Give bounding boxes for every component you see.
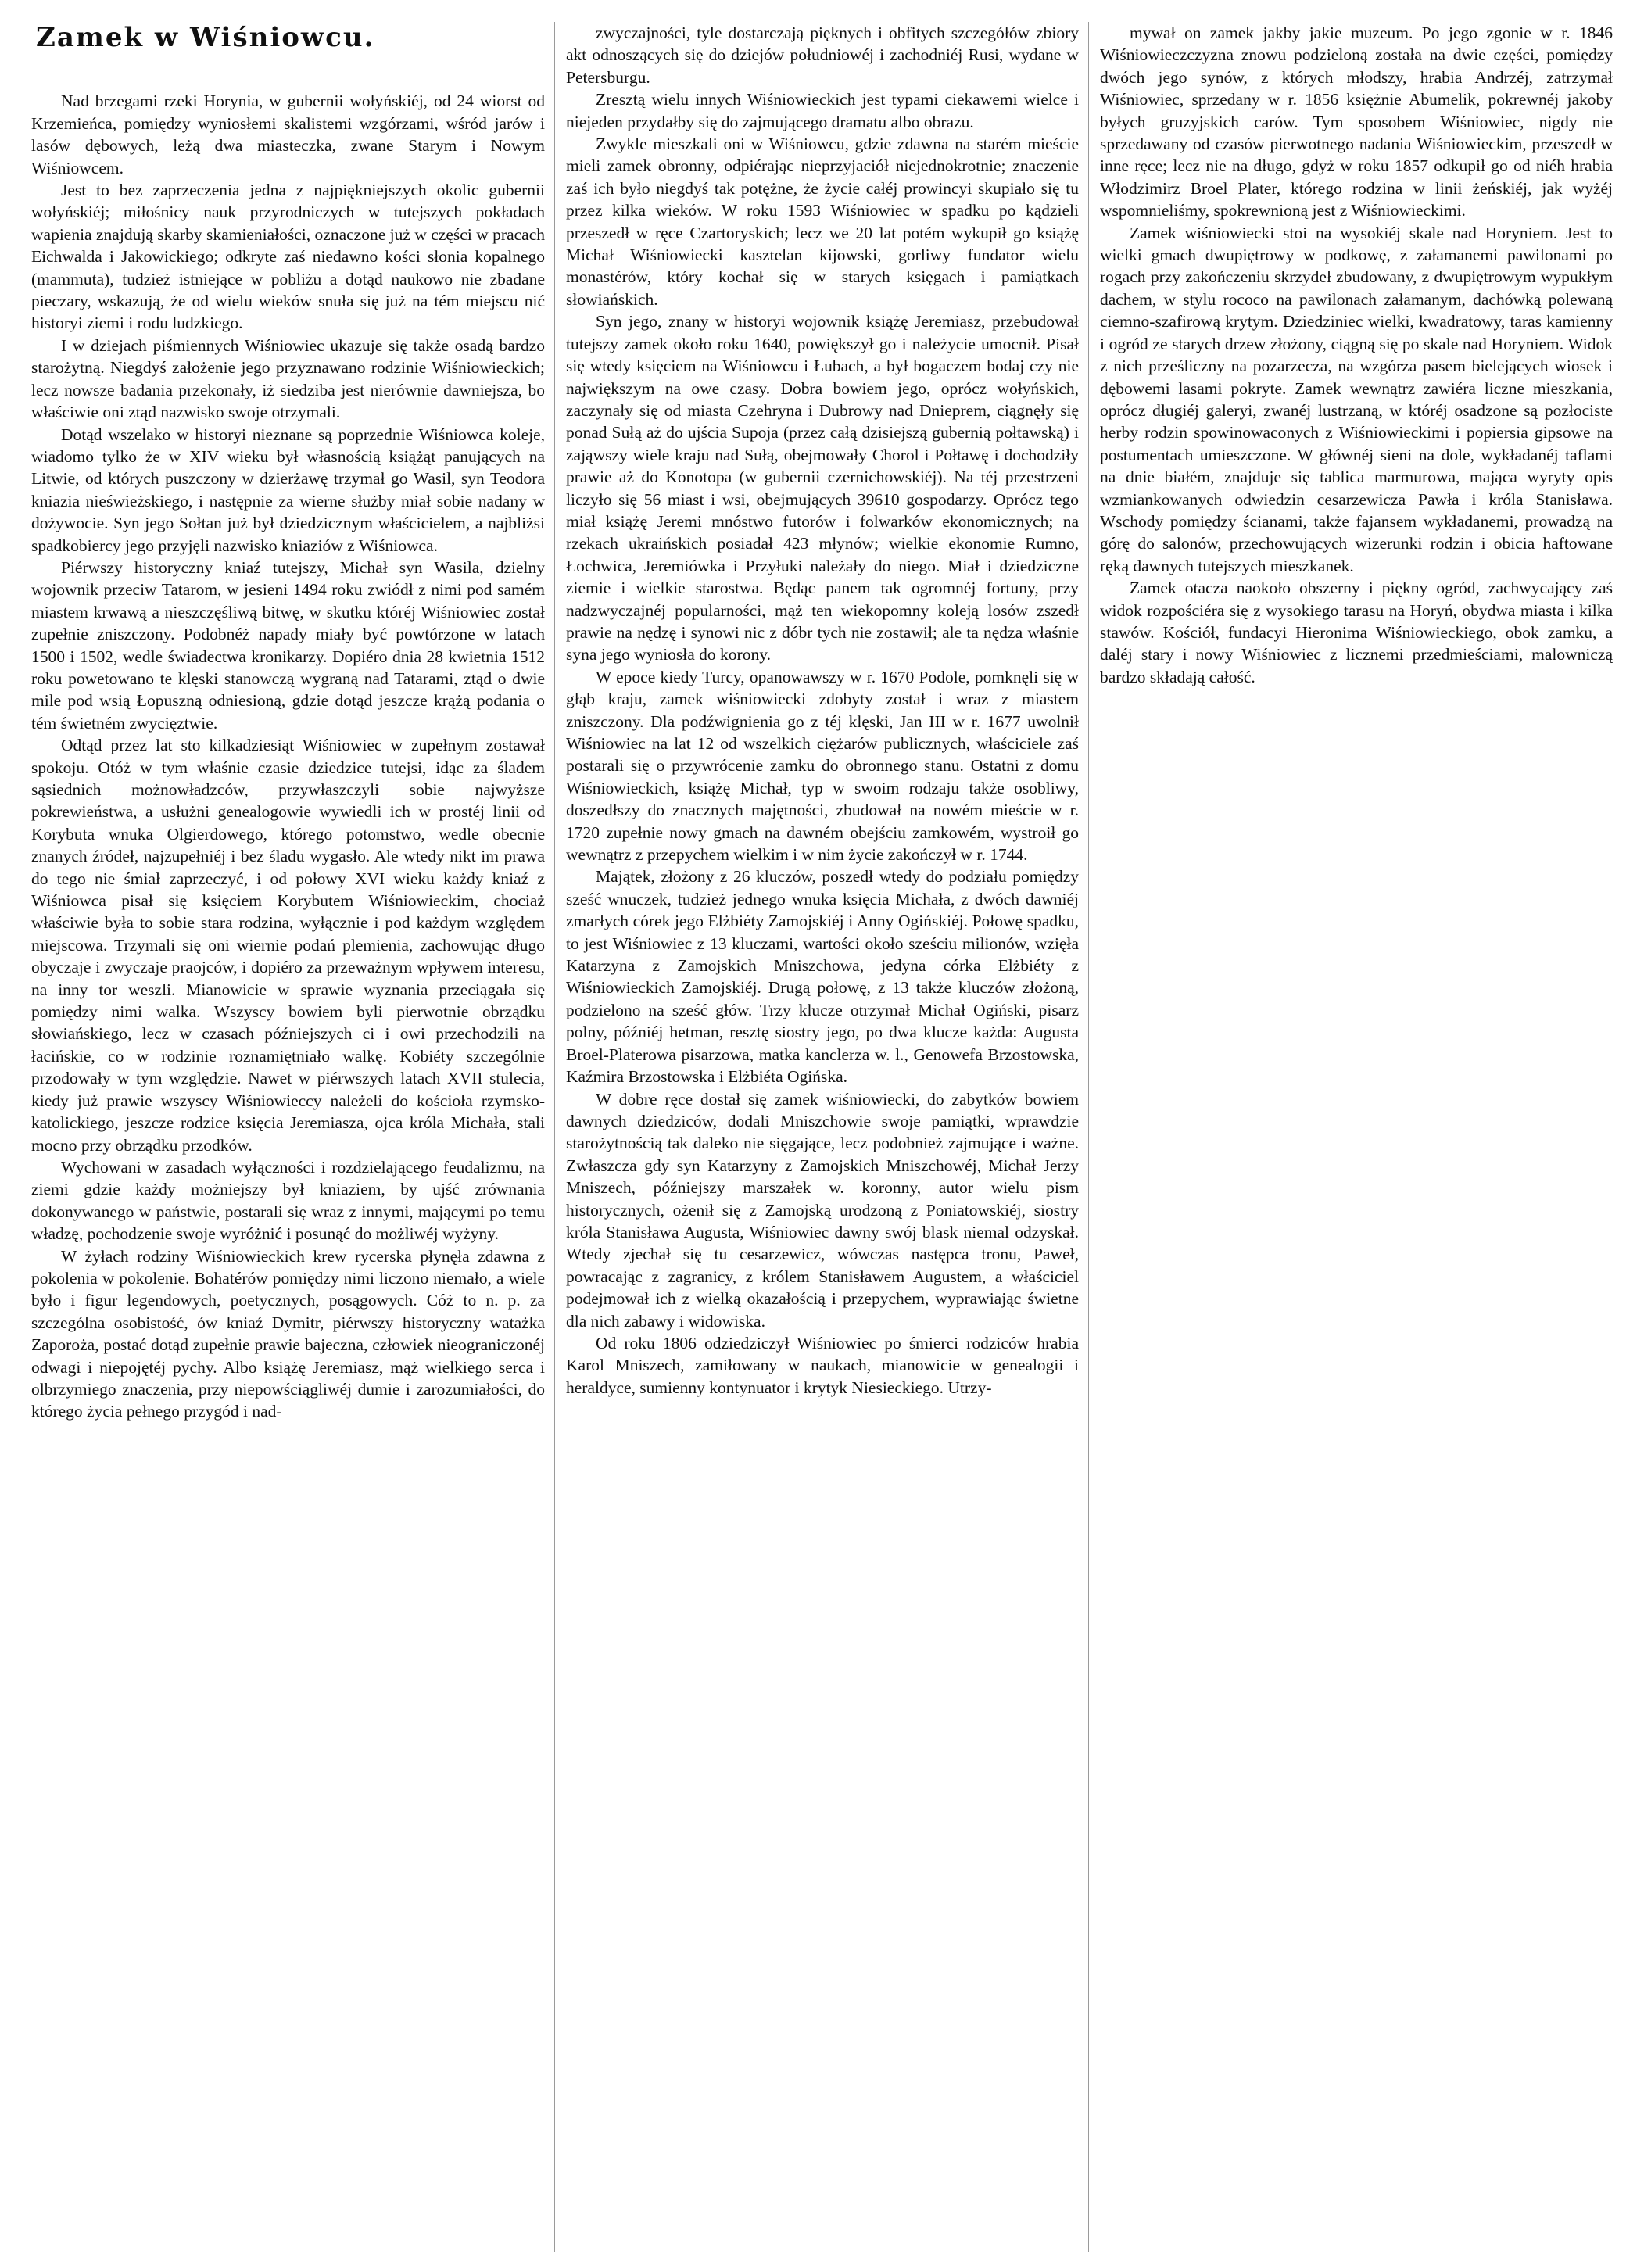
- column-2-text: [566, 22, 1079, 1399]
- paragraph: Jest to bez zaprzeczenia jedna z najpiękniejszych okolic gubernii wołyńskiéj; miłośnicy nauk przyrodniczych w tutejszych pokładach wapienia znajdują skarby skamieniałości, oznaczone już w części w pracach Eichwalda i Jakowickiego; odkryte zaś niedawno kości słonia kopalnego (mammuta), tudzież istniejące w pobliżu a dotąd naukowo nie zbadane pieczary, wskazują, że od wielu wieków snuła się już na tém miejscu nić historyi ziemi i rodu ludzkiego.: [31, 181, 545, 333]
- paragraph: Majątek, złożony z 26 kluczów, poszedł wtedy do podziału pomiędzy sześć wnuczek, tudzież jednego wnuka księcia Michała, z dwóch dawniéj zmarłych córek jego Elżbiéty Zamojskiéj i Anny Ogińskiéj. Połowę spadku, to jest Wiśniowiec z 13 kluczami, wartości około sześciu milionów, wzięła Katarzyna z Zamojskich Mniszchowa, jedyna córka Elżbiéty z Wiśniowieckich Zamojskiéj. Drugą połowę, z 13 także kluczów złożoną, podzielono na sześć głów. Trzy klucze otrzymał Michał Ogiński, pisarz polny, późniéj hetman, resztę siostry jego, po dwa klucze każda: Augusta Broel-Platerowa pisarzowa, matka kanclerza w. l., Genowefa Brzostowska, Kaźmira Brzostowska i Elżbiéta Ogińska.: [566, 867, 1079, 1087]
- paragraph: Piérwszy historyczny kniaź tutejszy, Michał syn Wasila, dzielny wojownik przeciw Tatarom, w jesieni 1494 roku zwiódł z nimi pod samém miastem krwawą a nieszczęśliwą bitwę, w skutku któréj Wiśniowiec został zupełnie zniszczony. Podobnéż napady miały być powtórzone w latach 1500 i 1502, wedle świadectwa kronikarzy. Dopiéro dnia 28 kwietnia 1512 roku powetowano te klęski stanowczą wygraną nad Tatarami, ztąd o dwie mile pod wsią Łopuszną odniesioną, gdzie dotąd jeszcze krążą podania o tém świetném zwycięztwie.: [31, 557, 545, 733]
- column-1-text: [31, 90, 545, 1422]
- paragraph: Zamek wiśniowiecki stoi na wysokiéj skale nad Horyniem. Jest to wielki gmach dwupiętrowy w podkowę, z załamanemi pawilonami po rogach przy zakończeniu skrzydeł zbudowany, z dwupiętrowym wypukłym dachem, w stylu rococo na pawilonach załamanym, dachówką polewaną ciemno-szafirową krytym. Dziedziniec wielki, kwadratowy, taras kamienny i ogród ze starych drzew złożony, ciągną się po skale nad Horyniem. Widok z nich prześliczny na pozarzecza, na wzgórza pasem bielejących wiosek i dębowemi lasami pokryte. Zamek wewnątrz zawiéra liczne mieszkania, oprócz długiéj galeryi, zwanéj lustrzaną, w któréj osadzone są pozłociste herby rodzin spowinowaconych z Wiśniowieckimi i popiersia gipsowe na postumentach umieszczone. W głównéj sieni na dole, wykładanéj taflami na dnie białém, znajduje się tablica marmurowa, mająca wyryty opis wzmiankowanych odwiedzin cesarzewicza Pawła i króla Stanisława. Wschody pomiędzy ścianami, także fajansem wykładanemi, prowadzą na górę do salonów, przechowujących wizerunki rodzin i obicia haftowane ręką dawnych tutejszych mieszkanek.: [1100, 223, 1613, 575]
- paragraph: mywał on zamek jakby jakie muzeum. Po jego zgonie w r. 1846 Wiśniowieczczyzna znowu podzieloną została na dwie części, pomiędzy dwóch jego synów, z których młodszy, hrabia Andrzéj, zatrzymał Wiśniowiec, sprzedany w r. 1856 księżnie Abumelik, pokrewnéj jakoby byłych gruzyjskich carów. Tym sposobem Wiśniowiec, nigdy nie sprzedawany od czasów pierwotnego nadania Wiśniowieckim, przeszedł w inne ręce; lecz nie na długo, gdyż w roku 1857 odkupił go od niéh hrabia Włodzimirz Broel Plater, którego rodzina w linii żeńskiéj, jak wyżéj wspomnieliśmy, spokrewnioną jest z Wiśniowieckimi.: [1100, 23, 1613, 220]
- paragraph: Od roku 1806 odziedziczył Wiśniowiec po śmierci rodziców hrabia Karol Mniszech, zamiłowany w naukach, mianowicie w genealogii i heraldyce, sumienny kontynuator i krytyk Niesieckiego. Utrzy-: [566, 1333, 1079, 1397]
- paragraph: I w dziejach piśmiennych Wiśniowiec ukazuje się także osadą bardzo starożytną. Niegdyś założenie jego przyznawano rodzinie Wiśniowieckich; lecz nowsze badania przekonały, iż siedziba jest nierównie dawniejsza, bo właściwie oni ztąd nazwisko swoje otrzymali.: [31, 335, 545, 422]
- column-2: [554, 22, 1079, 2252]
- paragraph: zwyczajności, tyle dostarczają pięknych i obfitych szczegółów zbiory akt odnoszących się do dziejów południowéj i zachodniéj Rusi, wydane w Petersburgu.: [566, 23, 1079, 87]
- paragraph: Nad brzegami rzeki Horynia, w gubernii wołyńskiéj, od 24 wiorst od Krzemieńca, pomiędzy wyniosłemi skalistemi wzgórzami, wśród jarów i lasów dębowych, leżą dwa miasteczka, zwane Starym i Nowym Wiśniowcem.: [31, 91, 545, 177]
- paragraph: Wychowani w zasadach wyłączności i rozdzielającego feudalizmu, na ziemi gdzie każdy możniejszy był kniaziem, by ujść zrównania dokonywanego w państwie, postarali się wraz z innymi, mającymi po temu władzę, pochodzenie swoje wyróżnić i posunąć do możliwéj wyżyny.: [31, 1157, 545, 1244]
- column-3-text: [1100, 22, 1613, 688]
- paragraph: Odtąd przez lat sto kilkadziesiąt Wiśniowiec w zupełnym zostawał spokoju. Otóż w tym właśnie czasie dziedzice tutejsi, idąc za śladem sąsiednich możnowładzców, przywłaszczyli sobie najwyższe pokrewieństwa, a usłużni genealogowie wywiedli ich w prostéj linii od Korybuta wnuka Olgierdowego, którego potomstwo, wedle obecnie znanych źródeł, najzupełniéj i bez śladu wygasło. Ale wtedy nikt im prawa do tego nie śmiał zaprzeczyć, i od połowy XVI wieku każdy kniaź z Wiśniowca pisał się księciem Korybutem Wiśniowieckim, chociaż właściwie była to sobie stara rodzina, wyłącznie i pod każdym względem miejscowa. Trzymali się oni wiernie podań plemienia, zachowując długo obyczaje i zwyczaje praojców, i dopiéro za przeważnym wpływem interesu, na inny tor weszli. Mianowicie w sprawie wyznania przeciągała się pomiędzy nimi walka. Wszyscy bowiem byli pierwotnie obrządku słowiańskiego, lecz w czasach późniejszych ci i owi przechodzili na łacińskie, co w rodzinie roznamiętniało walkę. Kobiéty szczególnie przodowały w tym względzie. Nawet w piérwszych latach XVII stulecia, kiedy już prawie wszyscy Wiśniowieccy należeli do kościoła rzymsko-katolickiego, jeszcze rodzice księcia Jeremiasza, ojca króla Michała, stali mocno przy obrządku przodków.: [31, 736, 545, 1155]
- paragraph: Syn jego, znany w historyi wojownik książę Jeremiasz, przebudował tutejszy zamek około roku 1640, powiększył go i należycie umocnił. Pisał się wtedy księciem na Wiśniowcu i Łubach, a był bogaczem bodaj czy nie największym na owe czasy. Dobra bowiem jego, oprócz wołyńskich, zaczynały się od miasta Czehryna i Dubrowy nad Dnieprem, ciągnęły się ponad Sułą aż do ujścia Supoja (przez całą dzisiejszą gubernią połtawską) i zająwszy wiele kraju nad Sułą, obejmowały Chorol i Połtawę i dochodziły prawie aż do Konotopa (w gubernii czernichowskiéj). Na téj przestrzeni liczyło się 56 miast i wsi, obejmujących 39610 gospodarzy. Oprócz tego miał książę Jeremi mnóstwo futorów i folwarków ekonomicznych; na rzekach ukraińskich posiadał 423 młynów; wielkie ekonomie Rumno, Łochwica, Jeremiówka i Przyłuki należały do niego. Miał i dziedziczne ziemie i wielkie starostwa. Będąc panem tak ogromnéj fortuny, przy nadzwyczajnéj popularności, mąż ten wiekopomny koleją losów zszedł prawie na nędzę i synowi nic z dóbr tych nie zostawił; ale ta nędza właśnie syna jego wyniosła do korony.: [566, 312, 1079, 665]
- paragraph: Zwykle mieszkali oni w Wiśniowcu, gdzie zdawna na starém mieście mieli zamek obronny, odpiérając nieprzyjaciół niejednokrotnie; znaczenie zaś ich było niegdyś tak potężne, że życie całéj prowincyi skupiało się tu przez kilka wieków. W roku 1593 Wiśniowiec w spadku po kądzieli przeszedł w ręce Czartoryskich; lecz we 20 lat potém wykupił go książę Michał Wiśniowiecki kasztelan kijowski, gorliwy fundator wielu monastérów, który kochał się w starych księgach i pamiątkach słowiańskich.: [566, 134, 1079, 309]
- column-3: [1088, 22, 1613, 2252]
- column-1: [31, 22, 545, 2252]
- paragraph: Zresztą wielu innych Wiśniowieckich jest typami ciekawemi wielce i niejeden przydałby się do zajmującego dramatu albo obrazu.: [566, 90, 1079, 131]
- paragraph: Zamek otacza naokoło obszerny i piękny ogród, zachwycający zaś widok rozpościéra się z wysokiego tarasu na Horyń, obydwa miasta i kilka stawów. Kościół, fundacyi Hieronima Wiśniowieckiego, obok zamku, a daléj stary i nowy Wiśniowiec z licznemi przedmieściami, malowniczą bardzo składają całość.: [1100, 579, 1613, 686]
- paragraph: W żyłach rodziny Wiśniowieckich krew rycerska płynęła zdawna z pokolenia w pokolenie. Bohatérów pomiędzy nimi liczono niemało, a wiele było i figur legendowych, poetycznych, posągowych. Cóż to n. p. za szczególna osobistość, ów kniaź Dymitr, piérwszy historyczny watażka Zaporoża, postać dotąd zupełnie prawie bajeczna, człowiek nieograniczonéj odwagi i niepojętéj pychy. Albo książę Jeremiasz, mąż wielkiego serca i olbrzymiego znaczenia, przy niepowściągliwéj dumie i zarozumiałości, do którego życia pełnego przygód i nad-: [31, 1246, 545, 1421]
- paragraph: W epoce kiedy Turcy, opanowawszy w r. 1670 Podole, pomknęli się w głąb kraju, zamek wiśniowiecki zdobyty został i wraz z miastem zniszczony. Dla podźwignienia go z téj klęski, Jan III w r. 1677 uwolnił Wiśniowiec na lat 12 od wszelkich ciężarów publicznych, właściciele zaś postarali się o przywrócenie zamku do obronnego stanu. Ostatni z domu Wiśniowieckich, książę Michał, typ w swoim rodzaju także osobliwy, doszedłszy do znacznych majętności, zbudował na nowém mieście w r. 1720 zupełnie nowy gmach na dawném obejściu zamkowém, wystroił go wewnątrz z przepychem wielkim i w nim życie zakończył w r. 1744.: [566, 667, 1079, 865]
- article-title: Zamek w Wiśniowcu.: [36, 22, 375, 53]
- paragraph: W dobre ręce dostał się zamek wiśniowiecki, do zabytków bowiem dawnych dziedziców, dodali Mniszchowie swoje pamiątki, wprawdzie starożytnością tak daleko nie sięgające, lecz podobnież zajmujące i ważne. Zwłaszcza gdy syn Katarzyny z Zamojskich Mniszchowéj, Michał Jerzy Mniszech, późniejszy marszałek w. koronny, autor wielu pism historycznych, ożenił się z Zamojską urodzoną z Poniatowskiéj, siostry króla Stanisława Augusta, Wiśniowiec dawny swój blask niemal odzyskał. Wtedy zjechał się tu cesarzewicz, wówczas następca tronu, Paweł, powracając z zagranicy, z królem Stanisławem Augustem, a właściciel podejmował ich z wielką okazałością i przepychem, wyprawiając świetne dla nich zabawy i widowiska.: [566, 1089, 1079, 1331]
- paragraph: Dotąd wszelako w historyi nieznane są poprzednie Wiśniowca koleje, wiadomo tylko że w XIV wieku był własnością książąt panujących na Litwie, od których puszczony w dzierżawę trzymał go Wasil, syn Teodora kniazia nieświeżskiego, i następnie za wierne służby miał sobie nadany w dożywocie. Syn jego Sołtan już był dziedzicznym właścicielem, a najbliżsi spadkobiercy jego przyjęli nazwisko kniaziów z Wiśniowca.: [31, 425, 545, 555]
- article-columns: [31, 22, 1613, 2252]
